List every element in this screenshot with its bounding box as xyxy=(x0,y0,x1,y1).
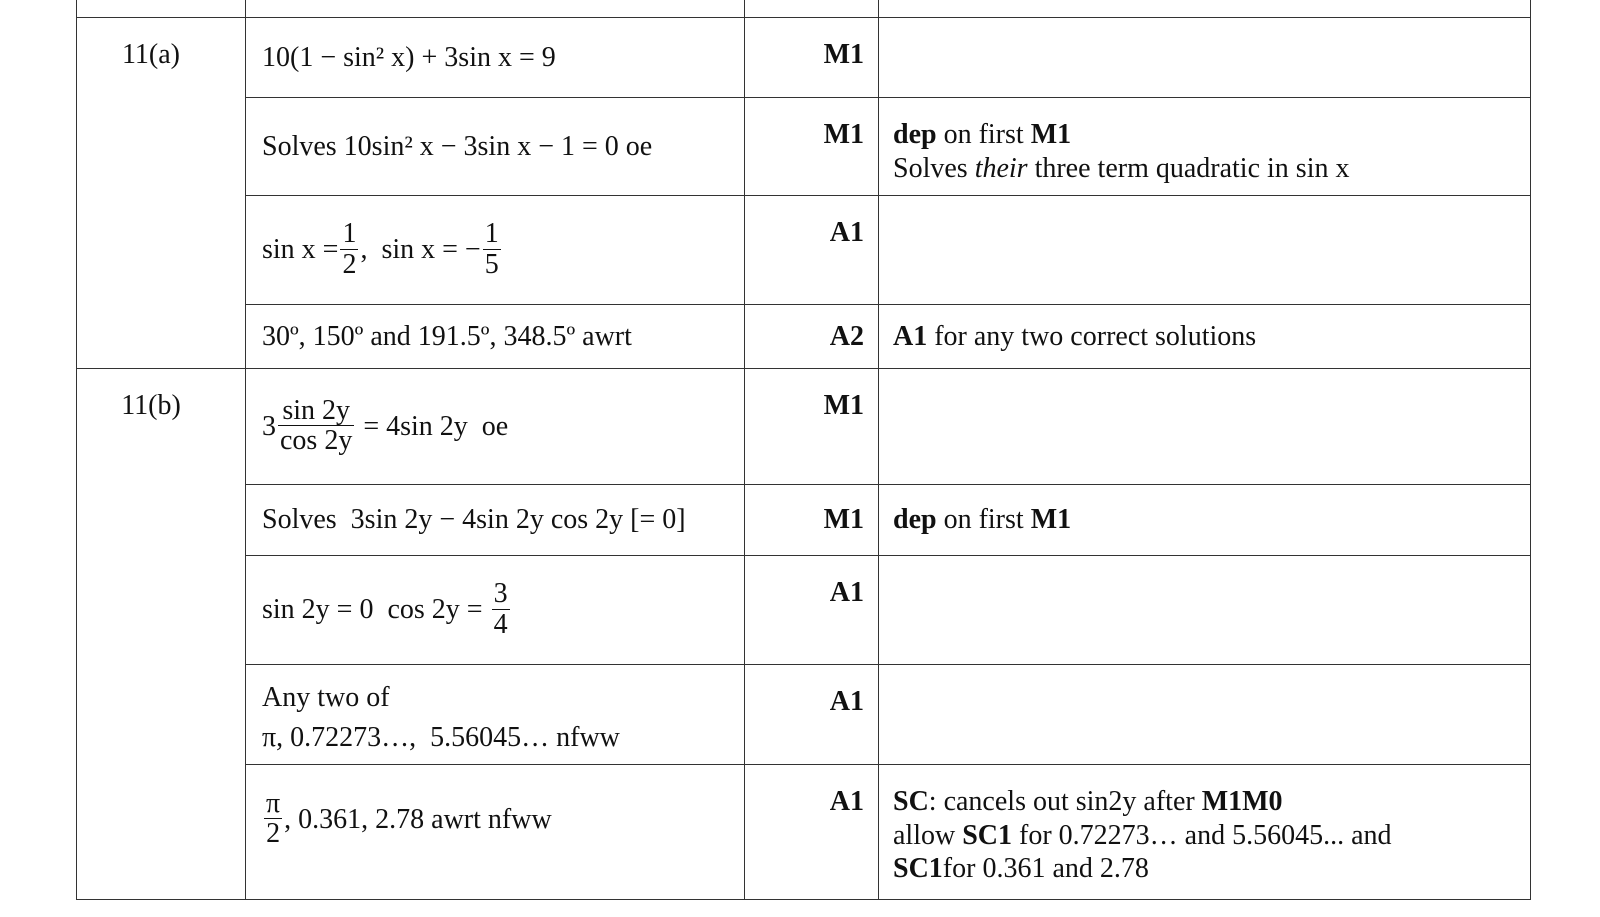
fraction-numerator: 1 xyxy=(342,218,357,250)
guidance-bold: SC xyxy=(893,786,929,817)
fraction-denominator: 5 xyxy=(484,248,499,280)
table-row xyxy=(77,196,1531,305)
guidance-text: allow xyxy=(893,819,963,851)
guidance-cell xyxy=(879,485,1531,556)
fraction-numerator: π xyxy=(266,788,281,819)
guidance-cell xyxy=(879,765,1531,900)
guidance-bold: dep xyxy=(893,504,937,536)
mark-cell: M1 xyxy=(745,18,879,98)
fraction-numerator: sin 2y xyxy=(282,394,350,426)
answer-cell xyxy=(246,556,745,665)
fraction xyxy=(278,396,354,457)
answer-expression xyxy=(262,789,734,850)
fraction-numerator: 3 xyxy=(493,578,508,610)
guidance-line xyxy=(893,852,1520,886)
guidance-cell xyxy=(879,98,1531,196)
answer-text: sin 2y = 0 cos 2y = xyxy=(262,594,490,626)
table-row xyxy=(77,485,1531,556)
fraction-denominator: cos 2y xyxy=(280,425,353,457)
answer-cell xyxy=(246,369,745,485)
fraction-numerator: 1 xyxy=(484,218,499,250)
guidance-cell xyxy=(879,305,1531,369)
answer-cell xyxy=(246,485,745,556)
guidance-cell xyxy=(879,556,1531,665)
mark-cell: M1 xyxy=(745,369,879,485)
guidance-bold: SC1 xyxy=(893,853,943,885)
fraction xyxy=(264,789,282,850)
mark-cell: A1 xyxy=(745,196,879,305)
fraction xyxy=(340,219,358,280)
answer-cell xyxy=(246,665,745,765)
guidance-italic: their xyxy=(974,152,1028,184)
table-row xyxy=(77,765,1531,900)
table-row xyxy=(77,369,1531,485)
mark-cell: A1 xyxy=(745,556,879,665)
guidance-text: on first xyxy=(936,119,1031,150)
answer-expression xyxy=(262,396,734,457)
mark-cell: A1 xyxy=(745,765,879,900)
guidance-bold: dep xyxy=(893,119,937,150)
fraction xyxy=(483,219,501,280)
guidance-text: on first xyxy=(936,504,1031,536)
fraction-denominator: 2 xyxy=(266,818,281,850)
guidance-text: Solves xyxy=(893,152,975,184)
answer-expression xyxy=(262,579,734,640)
guidance-cell xyxy=(879,196,1531,305)
mark-scheme-table xyxy=(76,0,1531,900)
answer-text: Solves 10sin² x − 3sin x − 1 = 0 oe xyxy=(262,130,653,162)
table-row xyxy=(77,18,1531,98)
question-number: 11(b) xyxy=(77,369,246,900)
guidance-line xyxy=(893,118,1520,152)
guidance-text: for any two correct solutions xyxy=(927,320,1257,352)
answer-cell xyxy=(246,196,745,305)
answer-text: , 0.361, 2.78 awrt nfww xyxy=(284,803,552,835)
answer-cell xyxy=(246,305,745,369)
guidance-text: for 0.72273… and 5.56045... and xyxy=(1012,819,1392,851)
question-number: 11(a) xyxy=(77,18,246,369)
guidance-cell xyxy=(879,665,1531,765)
fraction-denominator: 4 xyxy=(493,608,508,640)
guidance-cell xyxy=(879,18,1531,98)
table-row xyxy=(77,556,1531,665)
fraction-denominator: 2 xyxy=(342,248,357,280)
guidance-text: for 0.361 and 2.78 xyxy=(942,853,1149,885)
answer-cell xyxy=(246,98,745,196)
mark-cell: A1 xyxy=(745,665,879,765)
guidance-text: three term quadratic in sin x xyxy=(1027,152,1350,184)
answer-text: , sin x = − xyxy=(360,234,481,266)
table-row xyxy=(77,98,1531,196)
answer-cell xyxy=(246,18,745,98)
mark-cell: A2 xyxy=(745,305,879,369)
answer-text: 10(1 − sin² x) + 3sin x = 9 xyxy=(262,41,556,73)
answer-text: sin x = xyxy=(262,234,339,266)
answer-text: = 4sin 2y oe xyxy=(356,410,509,442)
answer-text: 30º, 150º and 191.5º, 348.5º awrt xyxy=(262,320,632,352)
answer-expression xyxy=(262,219,734,280)
table-row-top-partial xyxy=(77,0,1531,18)
answer-line: Any two of xyxy=(262,682,390,713)
guidance-line xyxy=(893,152,1520,186)
answer-text: 3 xyxy=(262,410,276,442)
guidance-bold: M1M0 xyxy=(1201,786,1283,817)
answer-text: Solves 3sin 2y − 4sin 2y cos 2y [= 0] xyxy=(262,504,686,536)
guidance-bold: M1 xyxy=(1030,504,1072,536)
answer-cell xyxy=(246,765,745,900)
guidance-line xyxy=(893,785,1520,819)
guidance-line xyxy=(893,819,1520,853)
mark-cell: M1 xyxy=(745,98,879,196)
guidance-bold: SC1 xyxy=(962,819,1013,851)
guidance-bold: A1 xyxy=(893,320,928,352)
answer-line: π, 0.72273…, 5.56045… nfww xyxy=(262,721,620,753)
guidance-text: : cancels out sin2y after xyxy=(928,786,1202,817)
fraction xyxy=(492,579,510,640)
guidance-cell xyxy=(879,369,1531,485)
guidance-bold: M1 xyxy=(1030,119,1072,150)
table-row xyxy=(77,305,1531,369)
table-row xyxy=(77,665,1531,765)
mark-cell: M1 xyxy=(745,485,879,556)
